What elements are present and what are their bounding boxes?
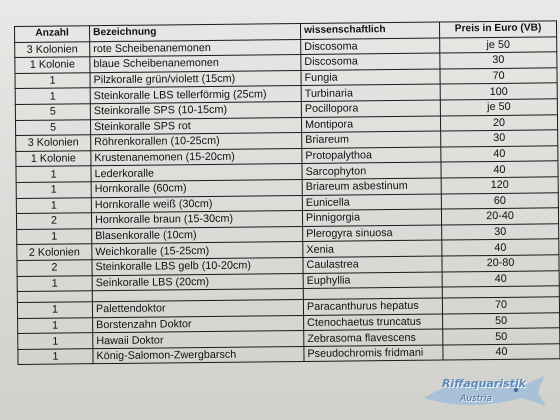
cell-scientific: Sarcophyton — [302, 162, 441, 179]
cell-name: Hornkoralle weiß (30cm) — [91, 195, 302, 213]
cell-amount: 2 Kolonien — [17, 244, 92, 260]
cell-price: 100 — [440, 83, 557, 100]
cell-name: Steinkoralle LBS gelb (10-20cm) — [92, 257, 303, 275]
cell-price: 40 — [442, 270, 559, 287]
cell-price: 60 — [441, 192, 558, 209]
cell-scientific: Xenia — [303, 240, 442, 257]
cell-amount: 1 — [17, 228, 92, 244]
cell-scientific: Plerogyra sinuosa — [303, 225, 442, 242]
cell-name: Weichkoralle (15-25cm) — [92, 242, 303, 260]
cell-price: 40 — [442, 239, 559, 256]
cell-amount: 5 — [15, 119, 90, 135]
cell-price: 20-40 — [441, 208, 558, 225]
cell-amount: 2 — [16, 213, 91, 229]
cell-scientific: Briareum asbestinum — [302, 178, 441, 195]
cell-name: Seinkoralle LBS (20cm) — [92, 273, 303, 291]
cell-price: 120 — [441, 177, 558, 194]
cell-scientific: Discosoma — [301, 38, 440, 55]
cell-price: 50 — [443, 312, 560, 329]
cell-price: 40 — [441, 161, 558, 178]
cell-name: Blasenkoralle (10cm) — [92, 226, 303, 244]
cell-scientific: Ctenochaetus truncatus — [304, 314, 443, 331]
cell-amount: 3 Kolonien — [15, 41, 90, 57]
cell-name: Steinkoralle SPS (10-15cm) — [90, 101, 301, 119]
cell-amount: 1 Kolonie — [15, 57, 90, 73]
cell-amount: 1 — [17, 275, 92, 291]
cell-scientific: Euphyllia — [303, 272, 442, 289]
cell-amount: 3 Kolonien — [16, 135, 91, 151]
cell-amount: 1 — [17, 302, 92, 318]
cell-price: 70 — [440, 68, 557, 85]
cell-scientific: Eunicella — [302, 194, 441, 211]
cell-price: 70 — [442, 297, 559, 314]
cell-price: je 50 — [440, 36, 557, 53]
cell-price: 30 — [442, 224, 559, 241]
cell-scientific: Briareum — [302, 131, 441, 148]
header-amount: Anzahl — [15, 26, 90, 42]
cell-name: Borstenzahn Doktor — [93, 315, 304, 333]
header-name: Bezeichnung — [90, 23, 301, 41]
cell-name: Steinkoralle LBS tellerförmig (25cm) — [90, 86, 301, 104]
cell-name: Lederkoralle — [91, 164, 302, 182]
cell-name: Hawaii Doktor — [93, 331, 304, 349]
cell-scientific: Protopalythoa — [302, 147, 441, 164]
fish-logo-icon — [404, 368, 554, 414]
cell-scientific: Pinnigorgia — [302, 209, 441, 226]
cell-price: 40 — [443, 344, 560, 361]
cell-price: 50 — [443, 328, 560, 345]
watermark-line2: Austria — [460, 394, 492, 404]
cell-scientific: Fungia — [301, 69, 440, 86]
cell-price: 30 — [440, 52, 557, 69]
cell-name: blaue Scheibenanemonen — [90, 55, 301, 73]
cell-scientific: Caulastrea — [303, 256, 442, 273]
cell-scientific: Discosoma — [301, 53, 440, 70]
cell-scientific: Pseudochromis fridmani — [304, 345, 443, 362]
cell-scientific: Zebrasoma flavescens — [304, 329, 443, 346]
cell-amount: 2 — [17, 260, 92, 276]
cell-name: Palettendoktor — [92, 300, 303, 318]
cell-amount: 1 — [16, 182, 91, 198]
cell-amount: 1 — [16, 166, 91, 182]
cell-price: 20-80 — [442, 255, 559, 272]
cell-name: Pilzkoralle grün/violett (15cm) — [90, 70, 301, 88]
header-price: Preis in Euro (VB) — [439, 21, 556, 38]
cell-amount: 1 — [18, 317, 93, 333]
cell-amount: 1 — [16, 197, 91, 213]
cell-name: Hornkoralle (60cm) — [91, 179, 302, 197]
cell-amount: 1 — [15, 88, 90, 104]
watermark-logo — [404, 368, 554, 414]
cell-name: Röhrenkorallen (10-25cm) — [91, 133, 302, 151]
cell-price: 30 — [441, 130, 558, 147]
cell-name: König-Salomon-Zwergbarsch — [93, 346, 304, 364]
price-list-table — [14, 20, 560, 365]
cell-scientific: Pocillopora — [301, 100, 440, 117]
cell-amount: 1 Kolonie — [16, 150, 91, 166]
coral-rows — [15, 36, 560, 291]
fish-rows — [17, 297, 560, 365]
cell-scientific: Paracanthurus hepatus — [303, 298, 442, 315]
cell-price: 40 — [441, 146, 558, 163]
header-scientific: wissenschaftlich — [300, 22, 439, 39]
cell-scientific: Turbinaria — [301, 84, 440, 101]
cell-name: Krustenanemonen (15-20cm) — [91, 148, 302, 166]
watermark-line1: Riffaquaristik — [441, 377, 526, 390]
cell-name: rote Scheibenanemonen — [90, 39, 301, 57]
cell-amount: 5 — [15, 104, 90, 120]
cell-name: Steinkoralle SPS rot — [90, 117, 301, 135]
cell-amount: 1 — [18, 349, 93, 365]
cell-amount: 1 — [15, 72, 90, 88]
cell-amount: 1 — [18, 333, 93, 349]
cell-name: Hornkoralle braun (15-30cm) — [91, 211, 302, 229]
cell-scientific: Montipora — [301, 116, 440, 133]
cell-price: je 50 — [440, 99, 557, 116]
cell-price: 20 — [440, 114, 557, 131]
